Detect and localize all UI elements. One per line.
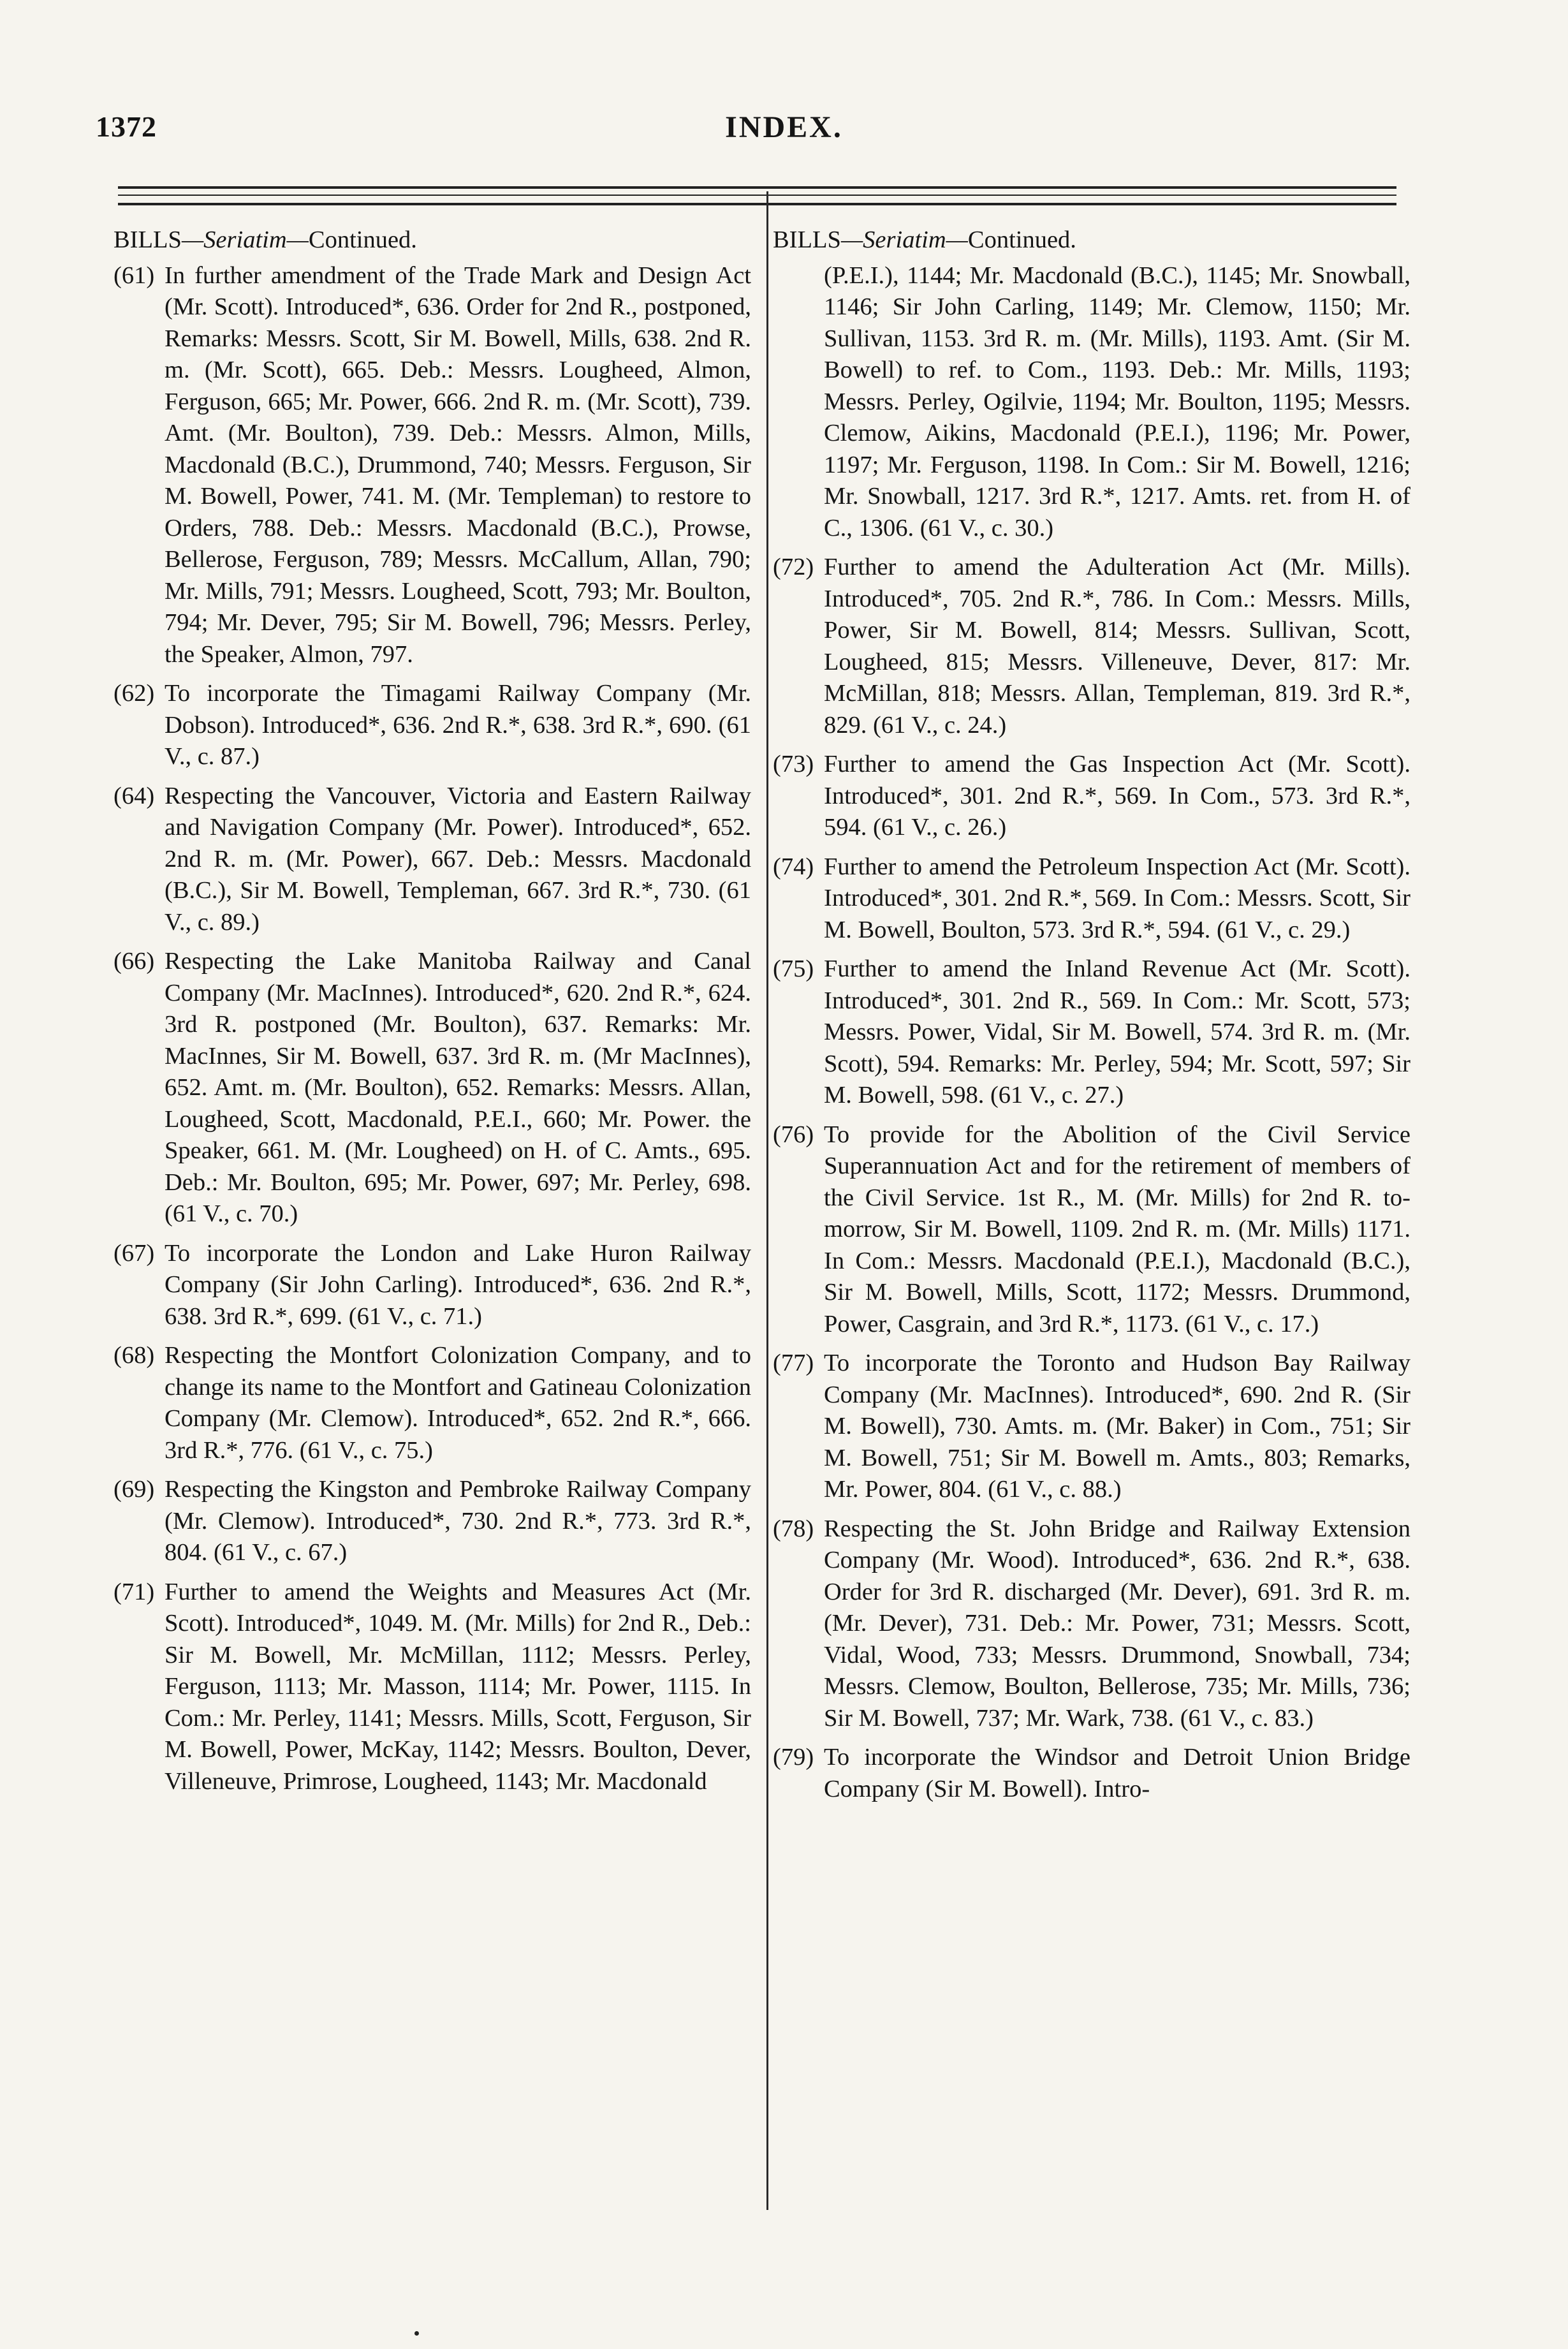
bill-description: To incorporate the Toronto and Hudson Bay Railway Company (Mr. MacInnes). Introduced*, 690. 2nd R. (Sir M. Bowell), 730. Amts. m. (Mr. Baker) in Com., 751; Sir M. Bowell, 751; Sir M. Bowell m. Amts., 803; Remarks, Mr. Power, 804. (61 V., c. 88.) bbox=[824, 1350, 1410, 1503]
right-column-heading bbox=[773, 225, 1410, 256]
bill-number: (77) bbox=[773, 1350, 814, 1376]
heading-main: BILLS bbox=[114, 226, 182, 253]
bill-description: To incorporate the Windsor and Detroit Union Bridge Company (Sir M. Bowell). Intro- bbox=[824, 1744, 1410, 1802]
bill-number: (74) bbox=[773, 853, 814, 880]
bill-entry bbox=[114, 260, 751, 671]
bill-entry bbox=[773, 851, 1410, 946]
left-column-heading bbox=[114, 225, 751, 256]
running-head: INDEX. bbox=[725, 110, 843, 144]
bill-number: (69) bbox=[114, 1476, 155, 1503]
left-entry-list bbox=[114, 260, 751, 1798]
bill-description: Further to amend the Gas Inspection Act (Mr. Scott). Introduced*, 301. 2nd R.*, 569. In Com., 573. 3rd R.*, 594. (61 V., c. 26.) bbox=[824, 751, 1410, 841]
bill-description: Respecting the Lake Manitoba Railway and Canal Company (Mr. MacInnes). Introduced*, 620. 2nd R.*, 624. 3rd R. postponed (Mr. Boulton), 637. Remarks: Mr. MacInnes, Sir M. Bowell, 637. 3rd R. m. (Mr MacInnes), 652. Amt. m. (Mr. Boulton), 652. Remarks: Messrs. Allan, Lougheed, Scott, Macdonald, P.E.I., 660; Mr. Power. the Speaker, 661. M. (Mr. Lougheed) on H. of C. Amts., 695. Deb.: Mr. Boulton, 695; Mr. Power, 697; Mr. Perley, 698. (61 V., c. 70.) bbox=[165, 948, 751, 1227]
bill-number: (64) bbox=[114, 782, 155, 809]
bill-entry bbox=[773, 749, 1410, 844]
bill-entry bbox=[773, 552, 1410, 741]
bill-description: To incorporate the London and Lake Huron Railway Company (Sir John Carling). Introduced*, 636. 2nd R.*, 638. 3rd R.*, 699. (61 V., c. 71.) bbox=[165, 1239, 751, 1330]
bill-entry bbox=[773, 1513, 1410, 1735]
bill-number: (79) bbox=[773, 1744, 814, 1771]
bill-number: (62) bbox=[114, 680, 155, 707]
continued-entry-text: (P.E.I.), 1144; Mr. Macdonald (B.C.), 1145; Mr. Snowball, 1146; Sir John Carling, 1149; Mr. Clemow, 1150; Mr. Sullivan, 1153. 3rd R. m. (Mr. Mills), 1193. Amt. (Sir M. Bowell) to ref. to Com., 1193. Deb.: Mr. Mills, 1193; Messrs. Perley, Ogilvie, 1194; Mr. Boulton, 1195; Messrs. Clemow, Aikins, Macdonald (P.E.I.), 1196; Mr. Power, 1197; Mr. Ferguson, 1198. In Com.: Sir M. Bowell, 1216; Mr. Snowball, 1217. 3rd R.*, 1217. Amts. ret. from H. of C., 1306. (61 V., c. 30.) bbox=[824, 261, 1410, 541]
right-entry-list bbox=[773, 552, 1410, 1805]
bill-entry bbox=[773, 1119, 1410, 1341]
bill-number: (78) bbox=[773, 1515, 814, 1542]
bill-number: (73) bbox=[773, 751, 814, 777]
heading-italic: —Seriatim— bbox=[181, 226, 309, 253]
bill-entry bbox=[114, 1474, 751, 1569]
bill-entry bbox=[773, 1742, 1410, 1805]
bill-description: Further to amend the Inland Revenue Act (Mr. Scott). Introduced*, 301. 2nd R., 569. In Com.: Mr. Scott, 573; Messrs. Power, Vidal, Sir M. Bowell, 574. 3rd R. m. (Mr. Scott), 594. Remarks: Mr. Perley, 594; Mr. Scott, 597; Sir M. Bowell, 598. (61 V., c. 27.) bbox=[824, 955, 1410, 1108]
bill-number: (61) bbox=[114, 261, 155, 289]
bill-entry bbox=[114, 781, 751, 939]
stray-dot-mark bbox=[414, 2331, 419, 2336]
column-divider bbox=[766, 191, 768, 2210]
bill-description: Further to amend the Adulteration Act (Mr. Mills). Introduced*, 705. 2nd R.*, 786. In Com.: Messrs. Mills, Power, Sir M. Bowell, 814; Messrs. Sullivan, Scott, Lougheed, 815; Messrs. Villeneuve, Dever, 817: Mr. McMillan, 818; Messrs. Allan, Templeman, 819. 3rd R.*, 829. (61 V., c. 24.) bbox=[824, 554, 1410, 739]
heading-main: BILLS bbox=[773, 226, 841, 253]
heading-tail: Continued. bbox=[308, 226, 417, 253]
heading-italic: —Seriatim— bbox=[840, 226, 968, 253]
bill-description: Respecting the Kingston and Pembroke Railway Company (Mr. Clemow). Introduced*, 730. 2nd R.*, 773. 3rd R.*, 804. (61 V., c. 67.) bbox=[165, 1476, 751, 1566]
bill-description: Respecting the St. John Bridge and Railway Extension Company (Mr. Wood). Introduced*, 636. 2nd R.*, 638. Order for 3rd R. discharged (Mr. Dever), 691. 3rd R. m. (Mr. Dever), 731. Deb.: Mr. Power, 731; Messrs. Scott, Vidal, Wood, 733; Messrs. Drummond, Snowball, 734; Messrs. Clemow, Boulton, Bellerose, 735; Mr. Mills, 736; Sir M. Bowell, 737; Mr. Wark, 738. (61 V., c. 83.) bbox=[824, 1515, 1410, 1732]
bill-description: Respecting the Vancouver, Victoria and Eastern Railway and Navigation Company (Mr. Power). Introduced*, 652. 2nd R. m. (Mr. Power), 667. Deb.: Messrs. Macdonald (B.C.), Sir M. Bowell, Templeman, 667. 3rd R.*, 730. (61 V., c. 89.) bbox=[165, 782, 751, 936]
bill-entry bbox=[114, 1577, 751, 1798]
bill-description: Further to amend the Petroleum Inspection Act (Mr. Scott). Introduced*, 301. 2nd R.*, 569. In Com.: Messrs. Scott, Sir M. Bowell, Boulton, 573. 3rd R.*, 594. (61 V., c. 29.) bbox=[824, 853, 1410, 943]
bill-number: (67) bbox=[114, 1239, 155, 1267]
bill-description: To incorporate the Timagami Railway Company (Mr. Dobson). Introduced*, 636. 2nd R.*, 638. 3rd R.*, 690. (61 V., c. 87.) bbox=[165, 680, 751, 770]
bill-entry bbox=[773, 954, 1410, 1112]
bill-entry bbox=[114, 1340, 751, 1466]
header-rule-top bbox=[118, 186, 1396, 189]
bill-number: (76) bbox=[773, 1121, 814, 1148]
bill-number: (72) bbox=[773, 554, 814, 580]
bill-description: Respecting the Montfort Colonization Company, and to change its name to the Montfort and Gatineau Colonization Company (Mr. Clemow). Introduced*, 652. 2nd R.*, 666. 3rd R.*, 776. (61 V., c. 75.) bbox=[165, 1342, 751, 1464]
heading-tail: Continued. bbox=[967, 226, 1076, 253]
page-number: 1372 bbox=[96, 110, 157, 143]
bill-description: In further amendment of the Trade Mark and Design Act (Mr. Scott). Introduced*, 636. Order for 2nd R., postponed, Remarks: Messrs. Scott, Sir M. Bowell, Mills, 638. 2nd R. m. (Mr. Scott), 665. Deb.: Messrs. Lougheed, Almon, Ferguson, 665; Mr. Power, 666. 2nd R. m. (Mr. Scott), 739. Amt. (Mr. Boulton), 739. Deb.: Messrs. Almon, Mills, Macdonald (B.C.), Drummond, 740; Messrs. Ferguson, Sir M. Bowell, Power, 741. M. (Mr. Templeman) to restore to Orders, 788. Deb.: Messrs. Macdonald (B.C.), Prowse, Bellerose, Ferguson, 789; Messrs. McCallum, Allan, 790; Mr. Mills, 791; Messrs. Lougheed, Scott, 793; Mr. Boulton, 794; Mr. Dever, 795; Sir M. Bowell, 796; Messrs. Perley, the Speaker, Almon, 797. bbox=[165, 261, 751, 668]
left-column bbox=[114, 225, 751, 1805]
bill-entry bbox=[773, 1348, 1410, 1506]
bill-entry bbox=[114, 678, 751, 773]
bill-entry bbox=[114, 946, 751, 1230]
right-column bbox=[773, 225, 1410, 1813]
bill-number: (68) bbox=[114, 1342, 155, 1369]
bill-entry bbox=[114, 1238, 751, 1333]
header-rule-bottom bbox=[118, 203, 1396, 205]
header-rule-middle bbox=[118, 195, 1396, 196]
bill-description: Further to amend the Weights and Measures Act (Mr. Scott). Introduced*, 1049. M. (Mr. Mills) for 2nd R., Deb.: Sir M. Bowell, Mr. McMillan, 1112; Messrs. Perley, Ferguson, 1113; Mr. Masson, 1114; Mr. Power, 1115. In Com.: Mr. Perley, 1141; Messrs. Mills, Scott, Ferguson, Sir M. Bowell, Power, McKay, 1142; Messrs. Boulton, Dever, Villeneuve, Primrose, Lougheed, 1143; Mr. Macdonald bbox=[165, 1578, 751, 1795]
bill-description: To provide for the Abolition of the Civil Service Superannuation Act and for the retirement of members of the Civil Service. 1st R., M. (Mr. Mills) for 2nd R. to-morrow, Sir M. Bowell, 1109. 2nd R. m. (Mr. Mills) 1171. In Com.: Messrs. Macdonald (P.E.I.), Macdonald (B.C.), Sir M. Bowell, Mills, Scott, 1172; Messrs. Drummond, Power, Casgrain, and 3rd R.*, 1173. (61 V., c. 17.) bbox=[824, 1121, 1410, 1337]
bill-number: (71) bbox=[114, 1578, 155, 1605]
bill-number: (66) bbox=[114, 948, 155, 975]
bill-number: (75) bbox=[773, 955, 814, 982]
